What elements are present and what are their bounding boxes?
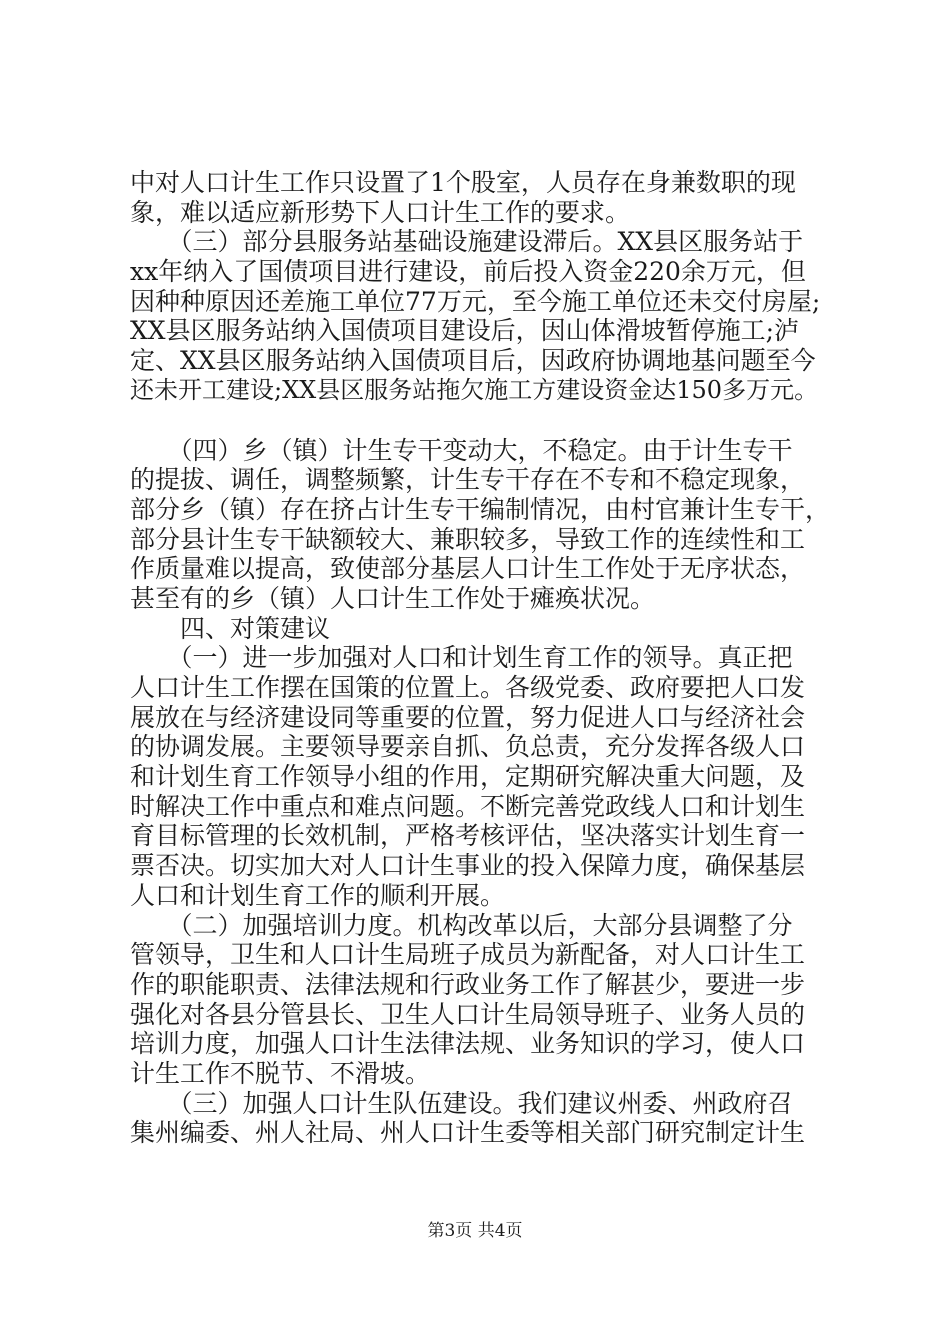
text-line: 时解决工作中重点和难点问题。不断完善党政线人口和计划生 (130, 791, 806, 821)
text-line: 人口和计划生育工作的顺利开展。 (130, 880, 506, 910)
text-line: 人口计生工作摆在国策的位置上。各级党委、政府要把人口发 (130, 673, 806, 702)
text-line: 强化对各县分管县长、卫生人口计生局领导班子、业务人员的 (130, 999, 806, 1029)
text-line: （三）部分县服务站基础设施建设滞后。XX县区服务站于 (130, 227, 804, 257)
text-line: 和计划生育工作领导小组的作用，定期研究解决重大问题，及 (130, 762, 806, 792)
text-line: 还未开工建设;XX县区服务站拖欠施工方建设资金达150多万元。 (130, 375, 819, 404)
text-line: 集州编委、州人社局、州人口计生委等相关部门研究制定计生 (130, 1118, 806, 1148)
text-line: （二）加强培训力度。机构改革以后，大部分县调整了分 (130, 910, 793, 940)
text-line: （三）加强人口计生队伍建设。我们建议州委、州政府召 (130, 1088, 793, 1118)
text-line: 育目标管理的长效机制，严格考核评估，坚决落实计划生育一 (130, 821, 806, 851)
text-line: 的协调发展。主要领导要亲自抓、负总责，充分发挥各级人口 (130, 732, 806, 762)
text-line: 象，难以适应新形势下人口计生工作的要求。 (130, 197, 631, 227)
text-line: 展放在与经济建设同等重要的位置，努力促进人口与经济社会 (130, 702, 806, 732)
text-line: 管领导，卫生和人口计生局班子成员为新配备，对人口计生工 (130, 940, 806, 970)
text-line: 因种种原因还差施工单位77万元，至今施工单位还未交付房屋; (130, 286, 821, 316)
text-line: xx年纳入了国债项目进行建设，前后投入资金220余万元，但 (130, 257, 806, 287)
text-line: 甚至有的乡（镇）人口计生工作处于瘫痪状况。 (130, 583, 656, 613)
text-line: XX县区服务站纳入国债项目建设后，因山体滑坡暂停施工;泸 (130, 316, 800, 346)
text-line: 票否决。切实加大对人口计生事业的投入保障力度，确保基层 (130, 851, 806, 881)
text-line: 作质量难以提高，致使部分基层人口计生工作处于无序状态， (130, 554, 806, 584)
paragraph-gap (130, 406, 830, 436)
text-line: 部分乡（镇）存在挤占计生专干编制情况，由村官兼计生专干， (130, 494, 831, 524)
text-line: 培训力度，加强人口计生法律法规、业务知识的学习，使人口 (130, 1029, 806, 1059)
text-line: 定、XX县区服务站纳入国债项目后，因政府协调地基问题至今 (130, 346, 816, 376)
text-line: 中对人口计生工作只设置了1个股室，人员存在身兼数职的现 (130, 168, 796, 197)
text-line: 部分县计生专干缺额较大、兼职较多，导致工作的连续性和工 (130, 524, 806, 554)
text-line: 的提拔、调任，调整频繁，计生专干存在不专和不稳定现象， (130, 465, 806, 495)
document-body (130, 168, 830, 1148)
text-line: 作的职能职责、法律法规和行政业务工作了解甚少，要进一步 (130, 969, 806, 999)
text-line: （四）乡（镇）计生专干变动大，不稳定。由于计生专干 (130, 435, 793, 465)
section-heading: 四、对策建议 (130, 613, 331, 643)
text-line: 计生工作不脱节、不滑坡。 (130, 1058, 431, 1088)
page-footer: 第3页 共4页 (427, 1221, 523, 1241)
text-line: （一）进一步加强对人口和计划生育工作的领导。真正把 (130, 643, 793, 673)
